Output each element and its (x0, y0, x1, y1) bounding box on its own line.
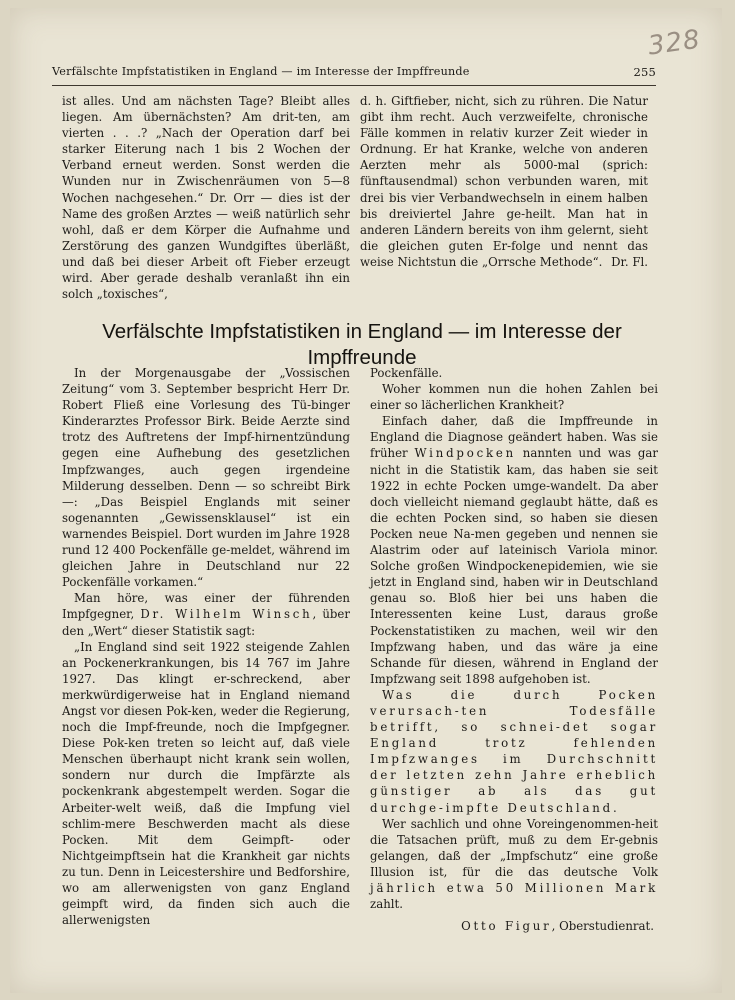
handwritten-page-note: 328 (646, 24, 703, 62)
emphasized-term: Windpocken (414, 446, 517, 461)
previous-article-left-column (62, 93, 350, 302)
page-number: 255 (633, 65, 656, 79)
previous-article-right-column (360, 93, 648, 270)
article-title: Verfälschte Impfstatistiken in England — im Interesse der Impffreunde (102, 319, 622, 369)
block-quote: „In England sind seit 1922 steigende Zahlen an Pockenerkrankungen, bis 14 767 im Jahre 1927. Das klingt er-schreckend, aber merkwürdigerweise hat in England niemand Angst vor diesen Pok-ken, weder die Regierung, noch die Impf-freunde, noch die Impfgegner. Diese Pok-ken treten so leicht auf, daß viele Menschen überhaupt nicht krank sein wollen, sondern nur durch die Impfärzte als pockenkrank abgestempelt werden. Sogar die Arbeiter-welt weiß, daß die Impfung viel schlim-mere Beschwerden macht als diese Pocken. Mit dem Geimpft- oder Nichtgeimpftsein hat die Krankheit gar nichts zu tun. Denn in Leicestershire und Bedforshire, wo am allerwenigsten von ganz England geimpft wird, da finden sich auch die allerwenigsten (62, 639, 350, 928)
emphasized-paragraph: Was die durch Pocken verursach-ten Todesfälle betrifft, so schnei-det sogar England trotz fehlenden Impfzwanges im Durchschnitt der letzten zehn Jahre erheblich günstiger ab als das gut durchge-impfte Deutschland. (370, 687, 658, 815)
article-signature (370, 918, 658, 934)
paragraph: In der Morgenausgabe der „Vossischen Zeitung“ vom 3. September bespricht Herr Dr. Robert Fließ eine Vorlesung des Tü-binger Kinderarztes Professor Birk. Beide Aerzte sind trotz des Auftretens der Impf-hirnentzündung gegen eine Aufhebung des gesetzlichen Impfzwanges, auch gegen irgendeine Milderung desselben. Denn — so schreibt Birk —: „Das Beispiel Englands mit seiner sogenannten „Gewissensklausel“ ist ein warnendes Beispiel. Dort wurden im Jahre 1928 rund 12 400 Pockenfälle ge-meldet, während im gleichen Jahre in Deutschland nur 22 Pockenfälle vorkamen.“ (62, 366, 350, 590)
previous-article-text-left: ist alles. Und am nächsten Tage? Bleibt alles liegen. Am übernächsten? Am drit-ten, am vierten . . .? „Nach der Operation darf bei starker Eiterung nach 1 bis 2 Wochen der Verband erneut werden. Sonst werden die Wunden nur in Zwischenräumen von 5—8 Wochen nachgesehen.“ Dr. Orr — dies ist der Name des großen Arztes — weiß natürlich sehr wohl, daß er dem Körper die Aufnahme und Zerstörung des ganzen Wundgiftes überläßt, und daß bei dieser Arbeit oft Fieber erzeugt wird. Aber gerade deshalb veranlaßt ihn ein solch „toxisches“, (62, 94, 350, 302)
previous-article-signature: Dr. Fl. (611, 254, 648, 269)
signature-title: , Oberstudienrat. (551, 919, 654, 934)
emphasized-amount: jährlich etwa 50 Millionen Mark (370, 881, 658, 895)
author-name: Dr. Wilhelm Winsch (140, 607, 313, 622)
previous-article-text-right (360, 93, 648, 270)
paragraph (62, 590, 350, 638)
paragraph-text: , über den „Wert“ dieser Statistik sagt: (62, 607, 350, 638)
paragraph-text: Man höre, was einer der führenden Impfgegner, (62, 591, 350, 622)
signature-name: Otto Figur (461, 919, 552, 934)
paragraph (370, 816, 658, 913)
previous-article-text-right-body: d. h. Giftfieber, nicht, sich zu rühren. Die Natur gibt ihm recht. Auch verzweifelte, chronische Fälle kommen in relativ kurzer Zeit wieder in Ordnung. Er hat Kranke, welche von anderen Aerzten mehr als 5000-mal (sprich: fünftausendmal) schon verbunden waren, mit drei bis vier Verbandwechseln in einem halben bis dreiviertel Jahre ge-heilt. Man hat in anderen Ländern bereits von ihm gelernt, sieht die gleichen guten Er-folge und nennt das weise Nichtstun die „Orrsche Methode“. (360, 94, 648, 269)
header-rule (52, 85, 656, 86)
article-right-column (370, 365, 658, 934)
paragraph (370, 413, 658, 687)
paragraph-text: Wer sachlich und ohne Voreingenommen-heit die Tatsachen prüft, muß zu dem Er-gebnis gelangen, daß der „Impfschutz“ eine große Illusion ist, für die das deutsche Volk (370, 816, 658, 879)
paragraph-text: Einfach daher, daß die Impffreunde in England die Diagnose geändert haben. Was sie früher (370, 414, 658, 461)
paragraph: Woher kommen nun die hohen Zahlen bei einer so lächerlichen Krankheit? (370, 382, 658, 413)
paragraph-text: nannten und was gar nicht in die Statistik kam, das haben sie seit 1922 in echte Pocken umge-wandelt. Da aber doch vielleicht niemand geglaubt hätte, daß es die echten Pocken sind, so haben sie diesen Pocken neue Na-men gegeben und nennen sie Alastrim oder auf lateinisch Variola minor. Solche großen Windpockenepidemien, wie sie jetzt in England sind, haben wir in Deutschland genau so. Bloß hier bei uns haben die Interessenten keine Lust, daraus große Pockenstatistiken zu machen, weil wir den Impfzwang haben, und das wäre ja eine Schande für diesen, während in England der Impfzwang seit 1898 aufgehoben ist. (370, 446, 658, 686)
paragraph: Pockenfälle. (370, 366, 443, 380)
paragraph-text: zahlt. (370, 897, 403, 912)
running-head (52, 62, 656, 82)
article-left-column (62, 365, 350, 928)
running-head-title: Verfälschte Impfstatistiken in England — im Interesse der Impffreunde (52, 65, 470, 78)
